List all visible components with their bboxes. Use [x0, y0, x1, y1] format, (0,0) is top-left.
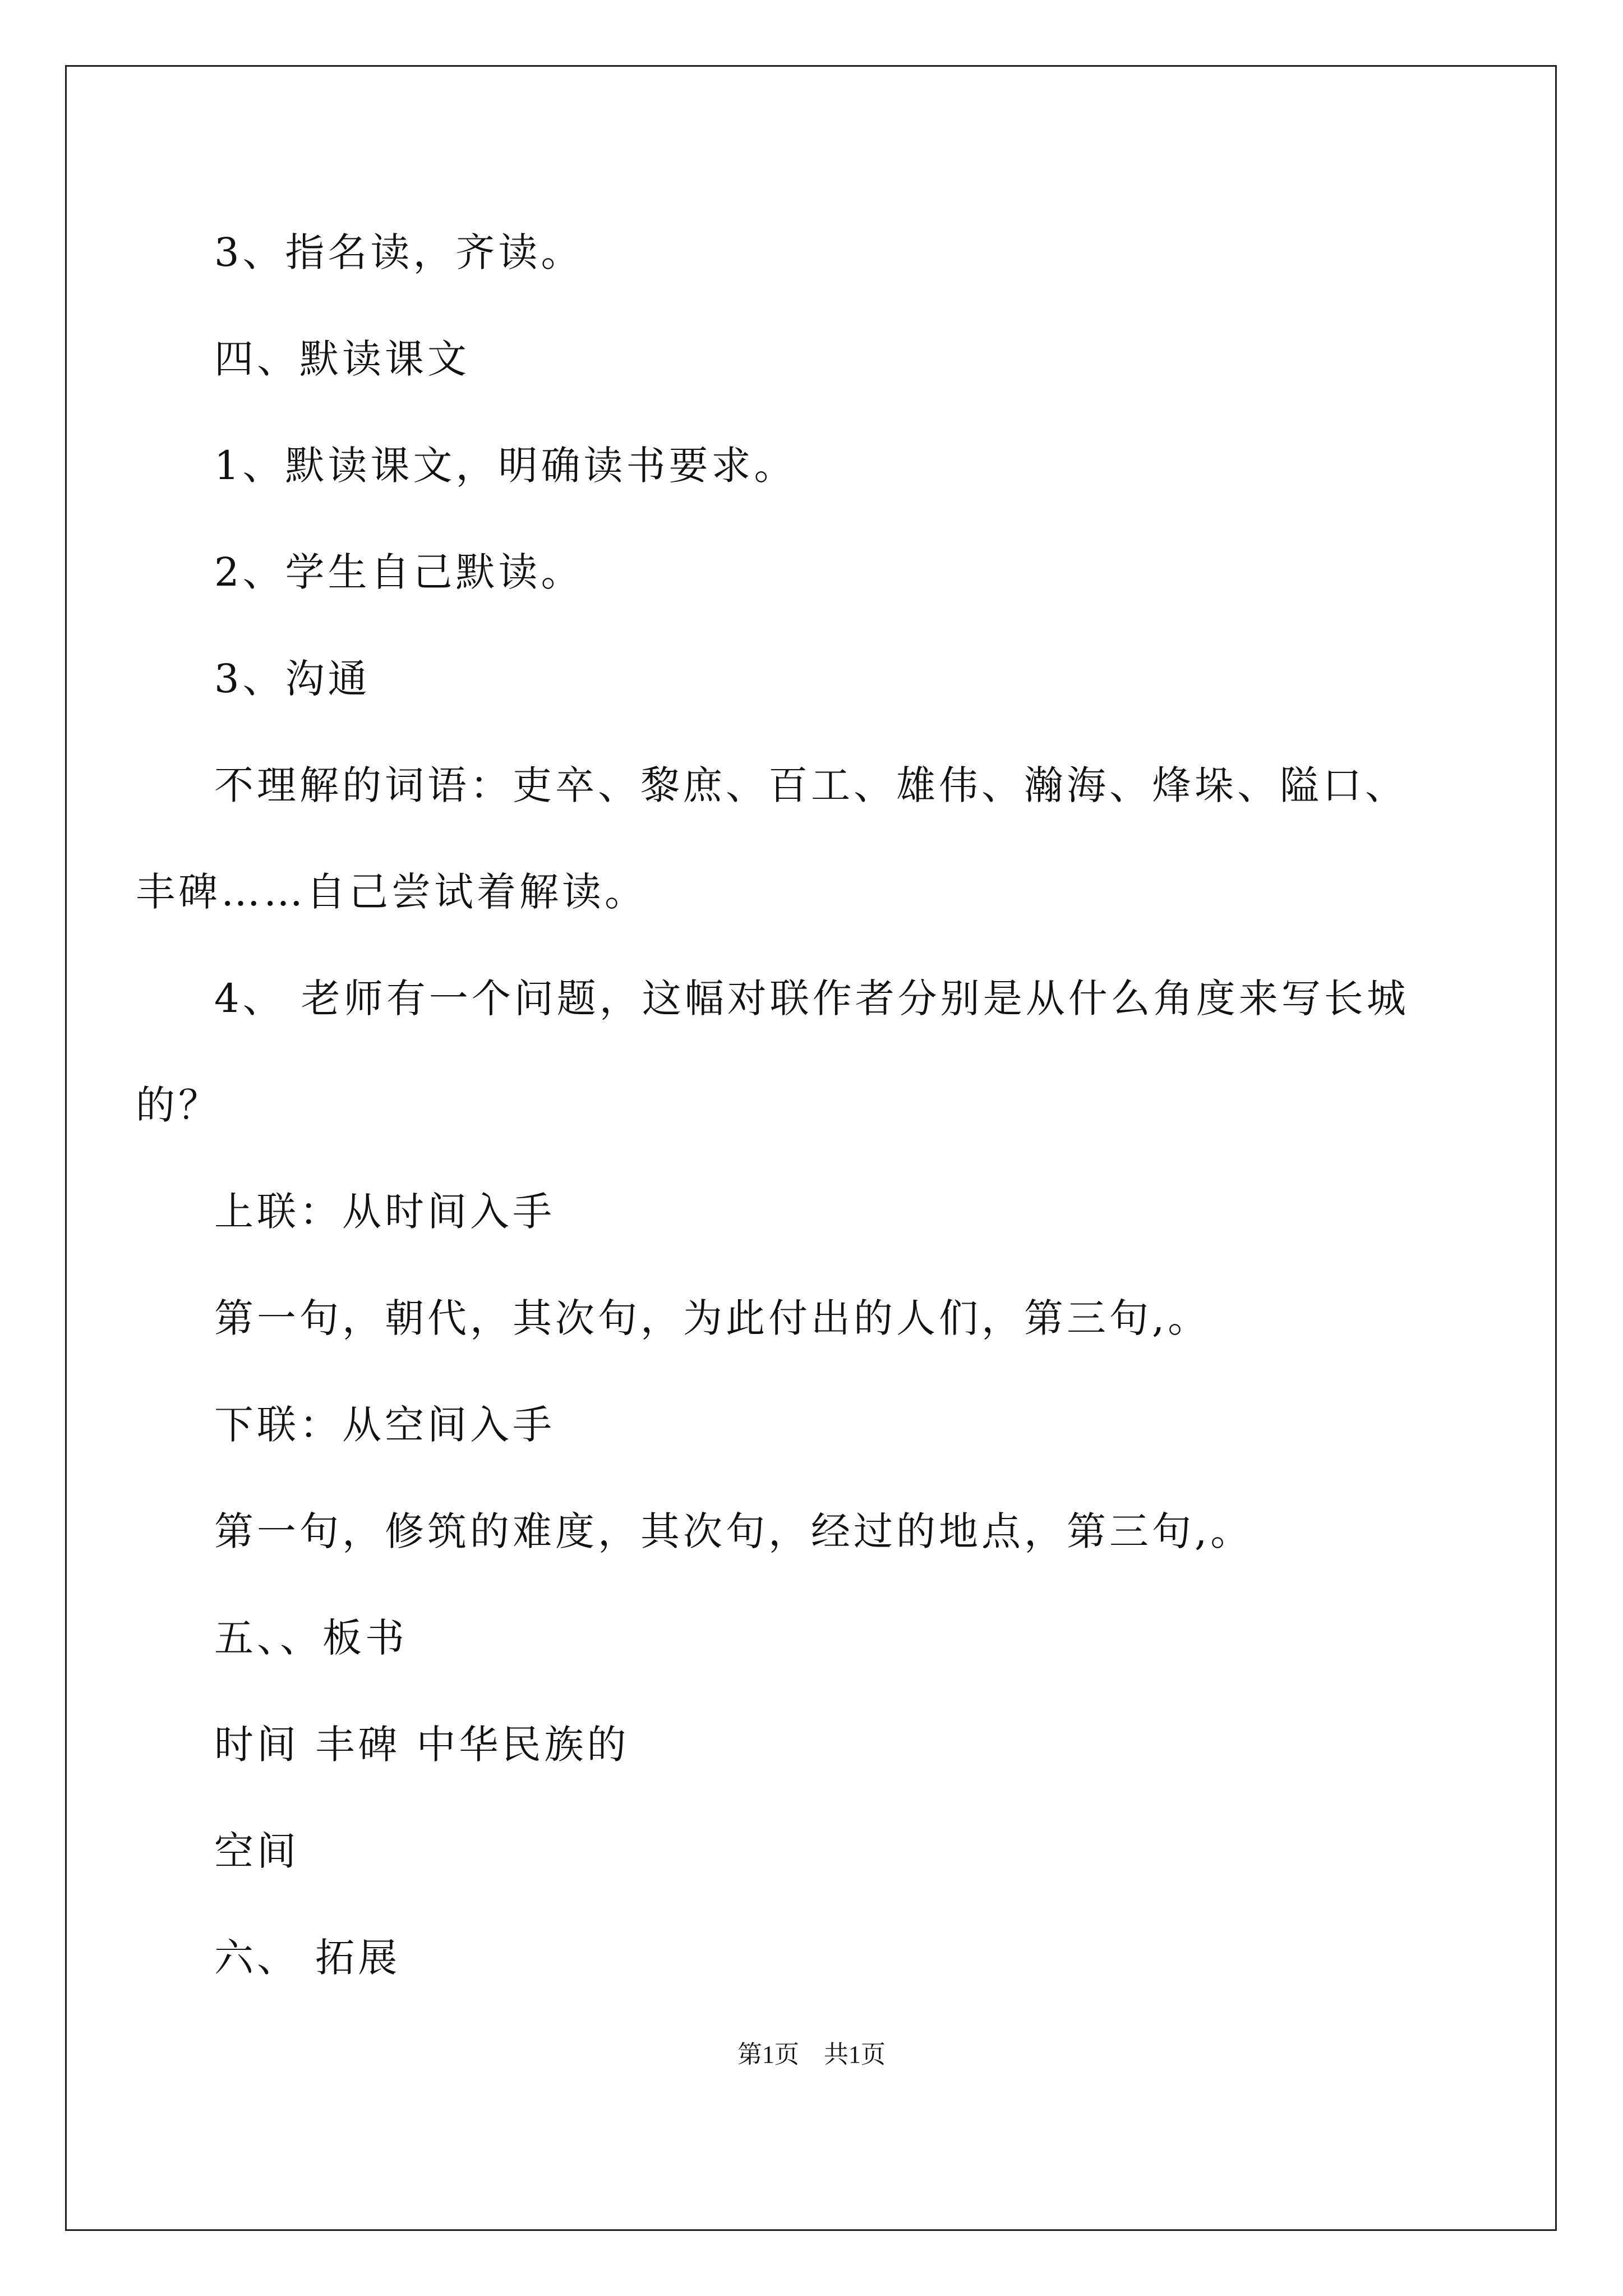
text-line: 3、沟通: [214, 656, 371, 702]
text-line: 第一句，朝代，其次句，为此付出的人们，第三句,。: [214, 1295, 1211, 1341]
text-line-continued: 丰碑……自己尝试着解读。: [136, 869, 647, 915]
text-line: 不理解的词语：吏卒、黎庶、百工、雄伟、瀚海、烽垛、隘口、: [214, 762, 1408, 808]
text-line: 第一句，修筑的难度，其次句，经过的地点，第三句,。: [214, 1508, 1253, 1554]
section-heading: 五、、板书: [214, 1615, 408, 1661]
page-border: [65, 65, 1557, 2231]
section-heading: 六、 拓展: [214, 1935, 401, 1981]
text-line: 4、 老师有一个问题，这幅对联作者分别是从什么角度来写长城: [214, 976, 1409, 1022]
text-line: 空间: [214, 1828, 299, 1874]
section-heading: 四、默读课文: [214, 336, 470, 382]
text-line: 时间 丰碑 中华民族的: [214, 1722, 630, 1768]
text-line: 1、默读课文，明确读书要求。: [214, 443, 797, 489]
text-line-continued: 的？: [136, 1082, 221, 1128]
text-line: 下联：从空间入手: [214, 1402, 555, 1448]
text-line: 3、指名读，齐读。: [214, 229, 584, 275]
text-line: 2、学生自己默读。: [214, 549, 584, 595]
text-line: 上联：从时间入手: [214, 1189, 555, 1235]
page-footer: 第1页 共1页: [737, 2041, 886, 2068]
